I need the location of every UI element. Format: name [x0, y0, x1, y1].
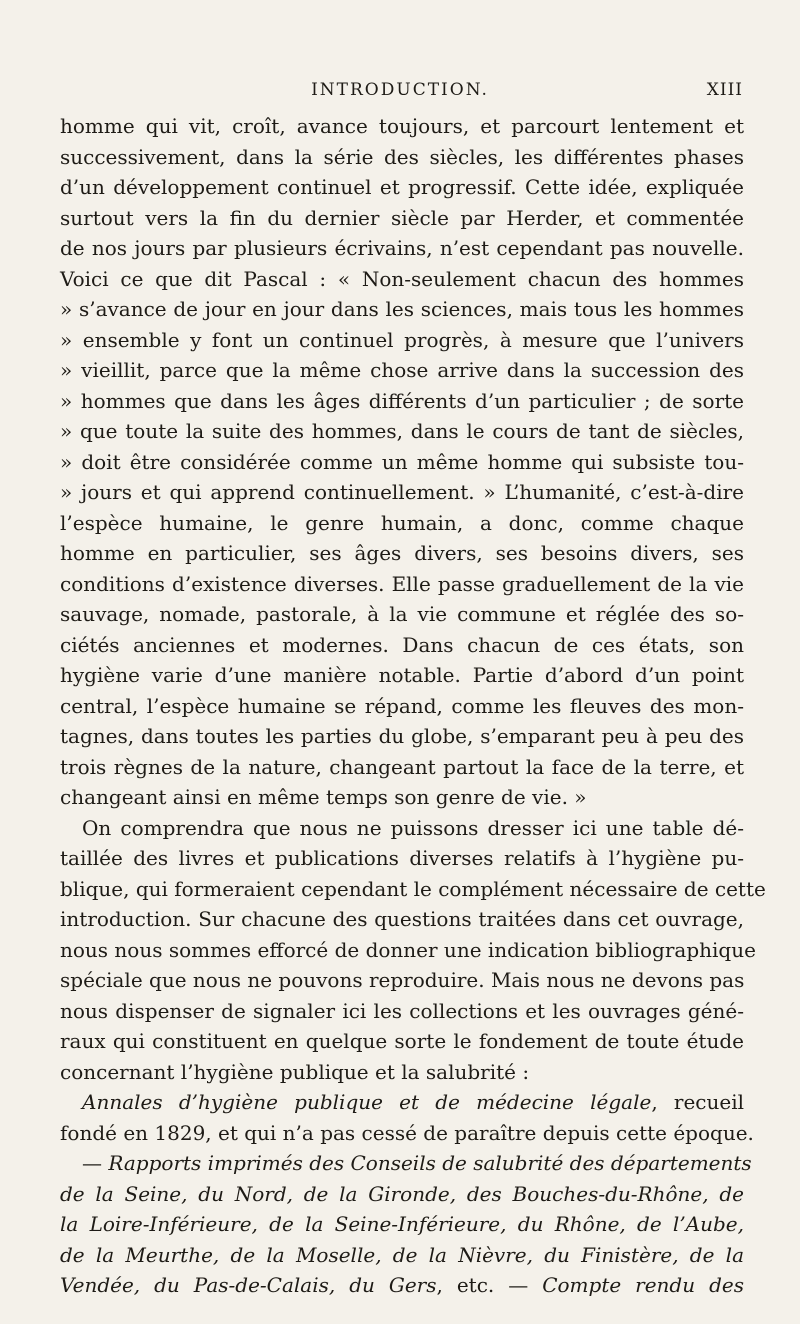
text-line: surtout vers la fin du dernier siècle par Herder, et commentée: [60, 205, 744, 230]
biblio-line-1: [60, 1087, 744, 1118]
text-line: l’espèce humaine, le genre humain, a donc, comme chaque: [60, 510, 744, 535]
biblio-line-3: [60, 1148, 752, 1179]
text-line: successivement, dans la série des siècles, les différentes phases: [60, 144, 744, 169]
text-line: concernant l’hygiène publique et la salubrité :: [60, 1059, 530, 1084]
rapports-title: Rapports imprimés des Conseils de salubrité des départements: [108, 1151, 752, 1175]
text-line: homme en particulier, ses âges divers, ses besoins divers, ses: [60, 541, 744, 565]
text-line: ciétés anciennes et modernes. Dans chacun de ces états, son: [60, 632, 744, 657]
text-line: conditions d’existence diverses. Elle passe graduellement de la vie: [60, 571, 744, 596]
text-line: central, l’espèce humaine se répand, comme les fleuves des mon-: [60, 693, 744, 718]
biblio-line-7: [60, 1270, 744, 1301]
text-line: homme qui vit, croît, avance toujours, et parcourt lentement et: [60, 114, 744, 138]
text-line: » s’avance de jour en jour dans les sciences, mais tous les hommes: [60, 297, 744, 321]
text-line: Voici ce que dit Pascal : « Non-seulement chacun des hommes: [60, 266, 744, 291]
text-line: sauvage, nomade, pastorale, à la vie commune et réglée des so-: [60, 602, 744, 626]
text-line: blique, qui formeraient cependant le complément nécessaire de cette: [60, 876, 766, 901]
biblio-line-2: fondé en 1829, et qui n’a pas cessé de paraître depuis cette époque.: [60, 1120, 754, 1145]
text-line: tagnes, dans toutes les parties du globe, s’emparant peu à peu des: [60, 724, 744, 748]
text-line: introduction. Sur chacune des questions traitées dans cet ouvrage,: [60, 907, 744, 931]
text-line: de nos jours par plusieurs écrivains, n’est cependant pas nouvelle.: [60, 236, 744, 260]
text-line: » jours et qui apprend continuellement. » L’humanité, c’est-à-dire: [60, 480, 744, 504]
text-line: » que toute la suite des hommes, dans le cours de tant de siècles,: [60, 419, 744, 443]
annales-rest: , recueil: [651, 1090, 744, 1114]
body-text: [60, 111, 766, 1301]
text-line: » ensemble y font un continuel progrès, à mesure que l’univers: [60, 327, 744, 352]
text-line: spéciale que nous ne pouvons reproduire. Mais nous ne devons pas: [60, 968, 745, 992]
text-line: nous nous sommes efforcé de donner une indication bibliographique: [60, 937, 756, 962]
etc-text: , etc. —: [436, 1273, 543, 1297]
text-line: raux qui constituent en quelque sorte le fondement de toute étude: [60, 1029, 744, 1053]
compte-rendu-title: Compte rendu des: [542, 1273, 744, 1297]
running-title: INTRODUCTION.: [311, 80, 489, 100]
text-line: » vieillit, parce que la même chose arrive dans la succession des: [60, 358, 744, 382]
page-number: XIII: [706, 80, 743, 100]
annales-title: Annales d’hygiène publique et de médecine légale: [82, 1090, 652, 1114]
biblio-line-4: de la Seine, du Nord, de la Gironde, des Bouches-du-Rhône, de: [60, 1181, 744, 1206]
text-line: nous dispenser de signaler ici les collections et les ouvrages géné-: [60, 998, 744, 1023]
text-line: On comprendra que nous ne puissons dresser ici une table dé-: [82, 815, 744, 840]
text-line: » doit être considérée comme un même homme qui subsiste tou-: [60, 449, 744, 474]
page-header: [0, 80, 800, 110]
text-line: hygiène varie d’une manière notable. Partie d’abord d’un point: [60, 663, 744, 687]
biblio-line-5: la Loire-Inférieure, de la Seine-Inférieure, du Rhône, de l’Aube,: [60, 1212, 744, 1236]
paragraph-lines: [60, 111, 766, 1087]
text-line: trois règnes de la nature, changeant partout la face de la terre, et: [60, 754, 744, 779]
em-dash: —: [82, 1151, 109, 1175]
text-line: » hommes que dans les âges différents d’un particulier ; de sorte: [60, 388, 744, 413]
text-line: d’un développement continuel et progressif. Cette idée, expliquée: [60, 175, 744, 199]
departments-tail: Vendée, du Pas-de-Calais, du Gers: [60, 1273, 437, 1297]
text-line: taillée des livres et publications diverses relatifs à l’hygiène pu-: [60, 846, 744, 870]
biblio-line-6: de la Meurthe, de la Moselle, de la Nièvre, du Finistère, de la: [60, 1242, 744, 1267]
text-line: changeant ainsi en même temps son genre de vie. »: [60, 785, 587, 809]
